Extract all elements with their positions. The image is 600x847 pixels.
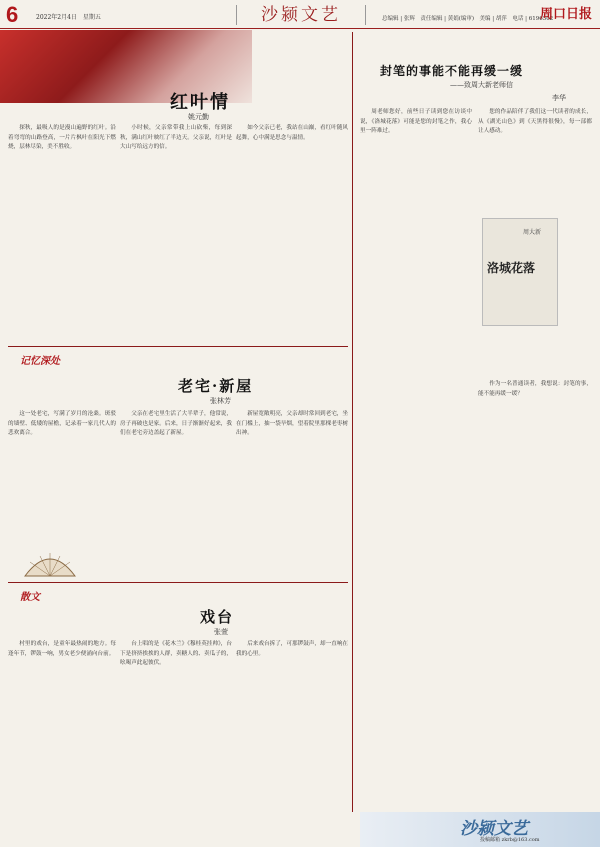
article-column — [8, 124, 116, 342]
article-author: 姚元勤 — [188, 113, 209, 121]
column-divider — [352, 32, 353, 812]
article-title: 老宅·新屋 — [178, 377, 254, 395]
paragraph: 您的作品陪伴了我们这一代读者的成长，从《湖光山色》到《天黑得很慢》，每一部都让人感动。 — [478, 109, 592, 135]
article-column — [360, 108, 472, 808]
article-author: 李华 — [552, 94, 566, 102]
book-author: 周大新 — [523, 229, 542, 236]
article-column — [8, 410, 116, 570]
divider — [8, 582, 348, 583]
paragraph: 新屋宽敞明亮，父亲却时常回到老宅，坐在门槛上，抽一袋旱烟，望着院里那棵老枣树出神。 — [236, 411, 348, 437]
article-column — [8, 640, 116, 840]
date-line: 2022年2月4日 星期五 — [36, 14, 101, 21]
newspaper-logo: 周口日报 — [540, 7, 593, 22]
paragraph: 父亲在老宅里生活了大半辈子，他常说，房子再破也是家。后来，日子渐渐好起来，我们在老宅旁边盖起了新屋。 — [120, 411, 232, 437]
article-title: 封笔的事能不能再缓一缓 — [380, 64, 524, 78]
article-column — [120, 640, 232, 840]
fan-decoration — [20, 548, 80, 578]
book-cover — [482, 218, 558, 326]
page-number: 6 — [6, 2, 19, 27]
section-label: 记忆深处 — [20, 356, 60, 367]
article-column — [236, 640, 348, 840]
article-column — [120, 410, 232, 570]
paragraph: 村里的戏台，是童年最热闹的地方。每逢年节，锣鼓一响，男女老少便涌向台前。 — [8, 641, 116, 657]
article-column — [120, 124, 232, 342]
article-column — [478, 108, 592, 208]
article-column — [236, 124, 348, 342]
article-author: 张林芳 — [210, 397, 231, 405]
editors-line: 总编辑 | 张辉 责任编辑 | 黄娟(编审) 美编 | 胡萍 电话 | 6196502 — [382, 16, 554, 22]
section-title: 沙颍文艺 — [236, 5, 366, 25]
divider — [8, 346, 348, 347]
paragraph: 后来戏台拆了，可那锣鼓声，却一直响在我的心里。 — [236, 641, 348, 657]
article-column — [478, 380, 592, 800]
book-title: 洛城花落 — [487, 261, 536, 275]
paragraph: 周老师您好，前些日子读到您在访谈中说，《洛城花落》可能是您的封笔之作，我心里一阵难过。 — [360, 109, 472, 135]
paragraph: 小时候，父亲常带我上山砍柴，每到深秋，满山红叶映红了半边天。父亲说，红叶是大山写给远方的信。 — [120, 125, 232, 151]
article-column — [236, 410, 348, 570]
paragraph: 探秋，最吸人的是漫山遍野的红叶。沿着弯弯的山路登高，一片片枫叶在阳光下燃烧，层林尽染，美不胜收。 — [8, 125, 116, 151]
paragraph: 如今父亲已老，我站在山巅，看红叶随风起舞，心中满是思念与温情。 — [236, 125, 348, 141]
paragraph: 台上唱的是《花木兰》《穆桂英挂帅》，台下是挤挤挨挨的人群，卖糖人的、卖瓜子的，吆喝声此起彼伏。 — [120, 641, 232, 667]
footer-banner — [360, 812, 600, 847]
paragraph: 这一处老宅，写满了岁月的沧桑。斑驳的墙壁、低矮的屋檐，记录着一家几代人的悲欢离合。 — [8, 411, 116, 437]
section-label: 散文 — [20, 592, 40, 603]
footer-url: 投稿邮箱 zkrb@163.com — [480, 837, 540, 843]
article-title: 红叶情 — [170, 92, 230, 113]
article-title: 戏台 — [200, 608, 235, 626]
article-subtitle: ——致周大新老师信 — [450, 81, 513, 89]
paragraph: 作为一名普通读者，我想说：封笔的事，能不能再缓一缓？ — [478, 381, 592, 397]
article-author: 张萱 — [214, 628, 228, 636]
footer-banner-title: 沙颍文艺 — [460, 819, 528, 839]
